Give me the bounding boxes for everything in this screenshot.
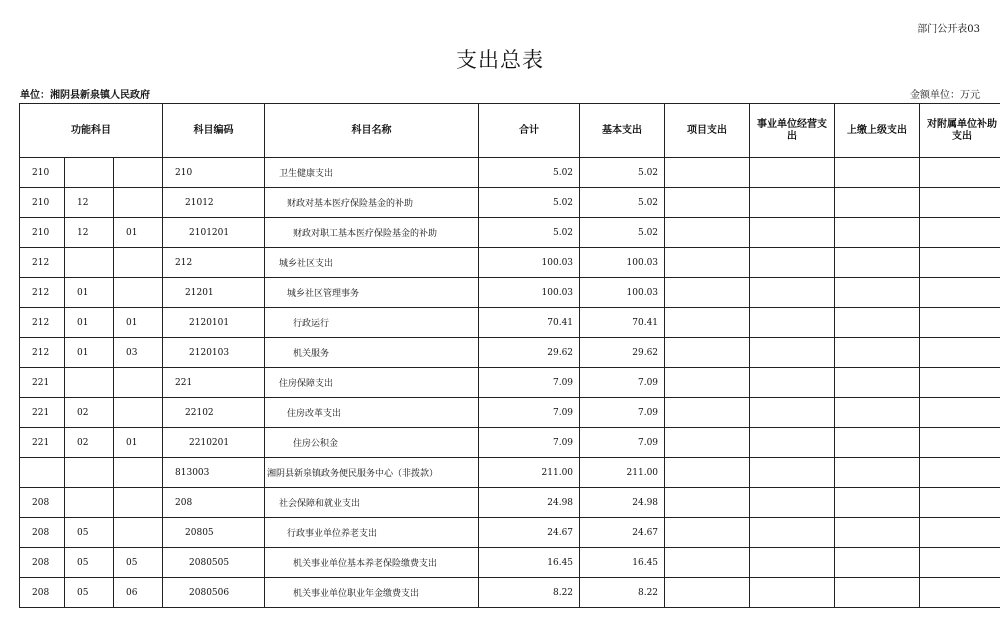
amount-unit: 金额单位：万元 bbox=[910, 90, 980, 101]
code-text: 813003 bbox=[175, 467, 210, 478]
cell-code bbox=[163, 398, 265, 428]
name-text: 卫生健康支出 bbox=[279, 169, 334, 179]
cell-total: 16.45 bbox=[479, 548, 580, 578]
cell-class: 210 bbox=[20, 218, 65, 248]
cell-superior bbox=[835, 398, 920, 428]
name-text: 住房改革支出 bbox=[287, 409, 342, 419]
cell-project bbox=[665, 278, 750, 308]
cell-basic: 100.03 bbox=[580, 248, 665, 278]
table-row bbox=[20, 158, 1000, 188]
cell-item bbox=[114, 188, 163, 218]
cell-code bbox=[163, 188, 265, 218]
cell-name bbox=[265, 188, 479, 218]
cell-operation bbox=[750, 458, 835, 488]
cell-basic: 24.98 bbox=[580, 488, 665, 518]
cell-code bbox=[163, 218, 265, 248]
cell-item: 01 bbox=[114, 218, 163, 248]
header-code: 科目编码 bbox=[163, 104, 265, 158]
header-superior: 上缴上级支出 bbox=[835, 104, 920, 158]
cell-operation bbox=[750, 248, 835, 278]
cell-subsidy bbox=[920, 308, 1000, 338]
table-row bbox=[20, 398, 1000, 428]
cell-section: 05 bbox=[65, 548, 114, 578]
cell-basic: 100.03 bbox=[580, 278, 665, 308]
table-row bbox=[20, 488, 1000, 518]
code-text: 210 bbox=[175, 167, 193, 178]
cell-superior bbox=[835, 578, 920, 608]
name-text: 财政对职工基本医疗保险基金的补助 bbox=[293, 229, 438, 239]
cell-subsidy bbox=[920, 428, 1000, 458]
cell-basic: 70.41 bbox=[580, 308, 665, 338]
cell-class: 208 bbox=[20, 488, 65, 518]
cell-class: 208 bbox=[20, 548, 65, 578]
cell-class: 221 bbox=[20, 368, 65, 398]
cell-code bbox=[163, 488, 265, 518]
cell-total: 100.03 bbox=[479, 278, 580, 308]
cell-operation bbox=[750, 428, 835, 458]
cell-section: 12 bbox=[65, 188, 114, 218]
header-project: 项目支出 bbox=[665, 104, 750, 158]
cell-name bbox=[265, 368, 479, 398]
cell-class: 208 bbox=[20, 578, 65, 608]
cell-superior bbox=[835, 188, 920, 218]
cell-project bbox=[665, 188, 750, 218]
cell-name bbox=[265, 278, 479, 308]
cell-code bbox=[163, 308, 265, 338]
cell-item: 05 bbox=[114, 548, 163, 578]
cell-operation bbox=[750, 398, 835, 428]
cell-section bbox=[65, 158, 114, 188]
cell-subsidy bbox=[920, 158, 1000, 188]
cell-project bbox=[665, 488, 750, 518]
cell-name bbox=[265, 488, 479, 518]
cell-basic: 8.22 bbox=[580, 578, 665, 608]
cell-class: 212 bbox=[20, 308, 65, 338]
cell-basic: 7.09 bbox=[580, 368, 665, 398]
cell-code bbox=[163, 548, 265, 578]
cell-name bbox=[265, 218, 479, 248]
cell-total: 5.02 bbox=[479, 158, 580, 188]
code-text: 20805 bbox=[185, 527, 214, 538]
header-subsidy: 对附属单位补助支出 bbox=[920, 104, 1000, 158]
cell-operation bbox=[750, 548, 835, 578]
header-func: 功能科目 bbox=[20, 104, 163, 158]
cell-total: 100.03 bbox=[479, 248, 580, 278]
cell-superior bbox=[835, 248, 920, 278]
cell-total: 24.98 bbox=[479, 488, 580, 518]
cell-subsidy bbox=[920, 458, 1000, 488]
cell-name bbox=[265, 578, 479, 608]
cell-class bbox=[20, 458, 65, 488]
code-text: 2080505 bbox=[189, 557, 230, 568]
cell-item: 03 bbox=[114, 338, 163, 368]
header-operation: 事业单位经营支出 bbox=[750, 104, 835, 158]
cell-code bbox=[163, 278, 265, 308]
cell-basic: 16.45 bbox=[580, 548, 665, 578]
cell-operation bbox=[750, 518, 835, 548]
cell-total: 5.02 bbox=[479, 218, 580, 248]
cell-class: 212 bbox=[20, 248, 65, 278]
cell-superior bbox=[835, 308, 920, 338]
cell-name bbox=[265, 548, 479, 578]
cell-section: 05 bbox=[65, 518, 114, 548]
cell-code bbox=[163, 368, 265, 398]
cell-class: 208 bbox=[20, 518, 65, 548]
cell-project bbox=[665, 368, 750, 398]
form-code: 部门公开表03 bbox=[917, 24, 980, 35]
cell-total: 5.02 bbox=[479, 188, 580, 218]
cell-basic: 29.62 bbox=[580, 338, 665, 368]
cell-name bbox=[265, 518, 479, 548]
cell-section: 01 bbox=[65, 308, 114, 338]
code-text: 2120101 bbox=[189, 317, 230, 328]
cell-operation bbox=[750, 578, 835, 608]
cell-project bbox=[665, 458, 750, 488]
header-name: 科目名称 bbox=[265, 104, 479, 158]
cell-project bbox=[665, 428, 750, 458]
cell-name bbox=[265, 458, 479, 488]
table-row bbox=[20, 458, 1000, 488]
cell-item bbox=[114, 248, 163, 278]
cell-name bbox=[265, 398, 479, 428]
cell-item bbox=[114, 518, 163, 548]
code-text: 2101201 bbox=[189, 227, 230, 238]
code-text: 21012 bbox=[185, 197, 214, 208]
cell-operation bbox=[750, 308, 835, 338]
name-text: 城乡社区支出 bbox=[279, 259, 334, 269]
table-row bbox=[20, 368, 1000, 398]
name-text: 住房公积金 bbox=[293, 439, 339, 449]
cell-operation bbox=[750, 158, 835, 188]
code-text: 2120103 bbox=[189, 347, 230, 358]
table-row bbox=[20, 578, 1000, 608]
header-basic: 基本支出 bbox=[580, 104, 665, 158]
cell-total: 7.09 bbox=[479, 398, 580, 428]
name-text: 湘阴县新泉镇政务便民服务中心（非拨款） bbox=[267, 469, 439, 479]
cell-subsidy bbox=[920, 218, 1000, 248]
cell-total: 70.41 bbox=[479, 308, 580, 338]
cell-superior bbox=[835, 458, 920, 488]
table-row bbox=[20, 338, 1000, 368]
name-text: 住房保障支出 bbox=[279, 379, 334, 389]
cell-class: 210 bbox=[20, 158, 65, 188]
code-text: 21201 bbox=[185, 287, 214, 298]
table-row bbox=[20, 548, 1000, 578]
cell-code bbox=[163, 158, 265, 188]
cell-project bbox=[665, 548, 750, 578]
cell-name bbox=[265, 338, 479, 368]
cell-subsidy bbox=[920, 338, 1000, 368]
cell-section: 05 bbox=[65, 578, 114, 608]
cell-subsidy bbox=[920, 488, 1000, 518]
cell-subsidy bbox=[920, 398, 1000, 428]
cell-total: 24.67 bbox=[479, 518, 580, 548]
cell-class: 210 bbox=[20, 188, 65, 218]
cell-basic: 7.09 bbox=[580, 428, 665, 458]
cell-project bbox=[665, 338, 750, 368]
cell-project bbox=[665, 308, 750, 338]
cell-code bbox=[163, 458, 265, 488]
cell-subsidy bbox=[920, 278, 1000, 308]
name-text: 行政运行 bbox=[293, 319, 330, 329]
cell-section bbox=[65, 458, 114, 488]
cell-section bbox=[65, 248, 114, 278]
code-text: 208 bbox=[175, 497, 193, 508]
name-text: 社会保障和就业支出 bbox=[279, 499, 361, 509]
cell-basic: 7.09 bbox=[580, 398, 665, 428]
cell-superior bbox=[835, 518, 920, 548]
code-text: 2080506 bbox=[189, 587, 230, 598]
cell-item bbox=[114, 458, 163, 488]
cell-superior bbox=[835, 428, 920, 458]
code-text: 22102 bbox=[185, 407, 214, 418]
unit-label: 单位：湘阴县新泉镇人民政府 bbox=[20, 90, 150, 101]
table-row bbox=[20, 278, 1000, 308]
cell-project bbox=[665, 218, 750, 248]
cell-name bbox=[265, 428, 479, 458]
table-row bbox=[20, 428, 1000, 458]
cell-section: 01 bbox=[65, 338, 114, 368]
cell-superior bbox=[835, 338, 920, 368]
cell-total: 29.62 bbox=[479, 338, 580, 368]
table-row bbox=[20, 308, 1000, 338]
cell-section: 02 bbox=[65, 428, 114, 458]
cell-item: 01 bbox=[114, 428, 163, 458]
cell-subsidy bbox=[920, 578, 1000, 608]
cell-operation bbox=[750, 278, 835, 308]
cell-subsidy bbox=[920, 248, 1000, 278]
table-row bbox=[20, 218, 1000, 248]
cell-item bbox=[114, 158, 163, 188]
cell-basic: 5.02 bbox=[580, 158, 665, 188]
cell-section: 01 bbox=[65, 278, 114, 308]
expenditure-table bbox=[19, 103, 1000, 608]
code-text: 2210201 bbox=[189, 437, 230, 448]
cell-operation bbox=[750, 188, 835, 218]
cell-total: 211.00 bbox=[479, 458, 580, 488]
cell-project bbox=[665, 578, 750, 608]
cell-name bbox=[265, 308, 479, 338]
cell-subsidy bbox=[920, 548, 1000, 578]
cell-class: 212 bbox=[20, 338, 65, 368]
cell-subsidy bbox=[920, 368, 1000, 398]
cell-project bbox=[665, 398, 750, 428]
cell-name bbox=[265, 158, 479, 188]
cell-code bbox=[163, 578, 265, 608]
cell-superior bbox=[835, 158, 920, 188]
cell-class: 221 bbox=[20, 398, 65, 428]
cell-basic: 5.02 bbox=[580, 188, 665, 218]
cell-basic: 211.00 bbox=[580, 458, 665, 488]
cell-code bbox=[163, 518, 265, 548]
cell-basic: 24.67 bbox=[580, 518, 665, 548]
cell-superior bbox=[835, 548, 920, 578]
cell-operation bbox=[750, 488, 835, 518]
cell-class: 221 bbox=[20, 428, 65, 458]
cell-subsidy bbox=[920, 518, 1000, 548]
cell-basic: 5.02 bbox=[580, 218, 665, 248]
cell-section: 12 bbox=[65, 218, 114, 248]
table-header-row bbox=[20, 104, 1000, 158]
table-row bbox=[20, 188, 1000, 218]
cell-section bbox=[65, 368, 114, 398]
cell-name bbox=[265, 248, 479, 278]
table-row bbox=[20, 518, 1000, 548]
table-row bbox=[20, 248, 1000, 278]
cell-section: 02 bbox=[65, 398, 114, 428]
cell-operation bbox=[750, 338, 835, 368]
cell-code bbox=[163, 338, 265, 368]
cell-total: 7.09 bbox=[479, 368, 580, 398]
name-text: 机关服务 bbox=[293, 349, 330, 359]
cell-item bbox=[114, 398, 163, 428]
name-text: 财政对基本医疗保险基金的补助 bbox=[287, 199, 414, 209]
header-total: 合计 bbox=[479, 104, 580, 158]
cell-item bbox=[114, 278, 163, 308]
cell-section bbox=[65, 488, 114, 518]
name-text: 城乡社区管理事务 bbox=[287, 289, 360, 299]
cell-superior bbox=[835, 218, 920, 248]
cell-superior bbox=[835, 278, 920, 308]
cell-total: 7.09 bbox=[479, 428, 580, 458]
cell-superior bbox=[835, 488, 920, 518]
name-text: 行政事业单位养老支出 bbox=[287, 529, 378, 539]
cell-project bbox=[665, 158, 750, 188]
cell-class: 212 bbox=[20, 278, 65, 308]
cell-item: 01 bbox=[114, 308, 163, 338]
cell-operation bbox=[750, 368, 835, 398]
cell-total: 8.22 bbox=[479, 578, 580, 608]
cell-subsidy bbox=[920, 188, 1000, 218]
name-text: 机关事业单位职业年金缴费支出 bbox=[293, 589, 420, 599]
cell-item bbox=[114, 368, 163, 398]
cell-item bbox=[114, 488, 163, 518]
cell-operation bbox=[750, 218, 835, 248]
cell-code bbox=[163, 248, 265, 278]
cell-item: 06 bbox=[114, 578, 163, 608]
name-text: 机关事业单位基本养老保险缴费支出 bbox=[293, 559, 438, 569]
cell-superior bbox=[835, 368, 920, 398]
code-text: 221 bbox=[175, 377, 193, 388]
cell-project bbox=[665, 518, 750, 548]
cell-code bbox=[163, 428, 265, 458]
page-title: 支出总表 bbox=[456, 48, 544, 72]
cell-project bbox=[665, 248, 750, 278]
code-text: 212 bbox=[175, 257, 193, 268]
